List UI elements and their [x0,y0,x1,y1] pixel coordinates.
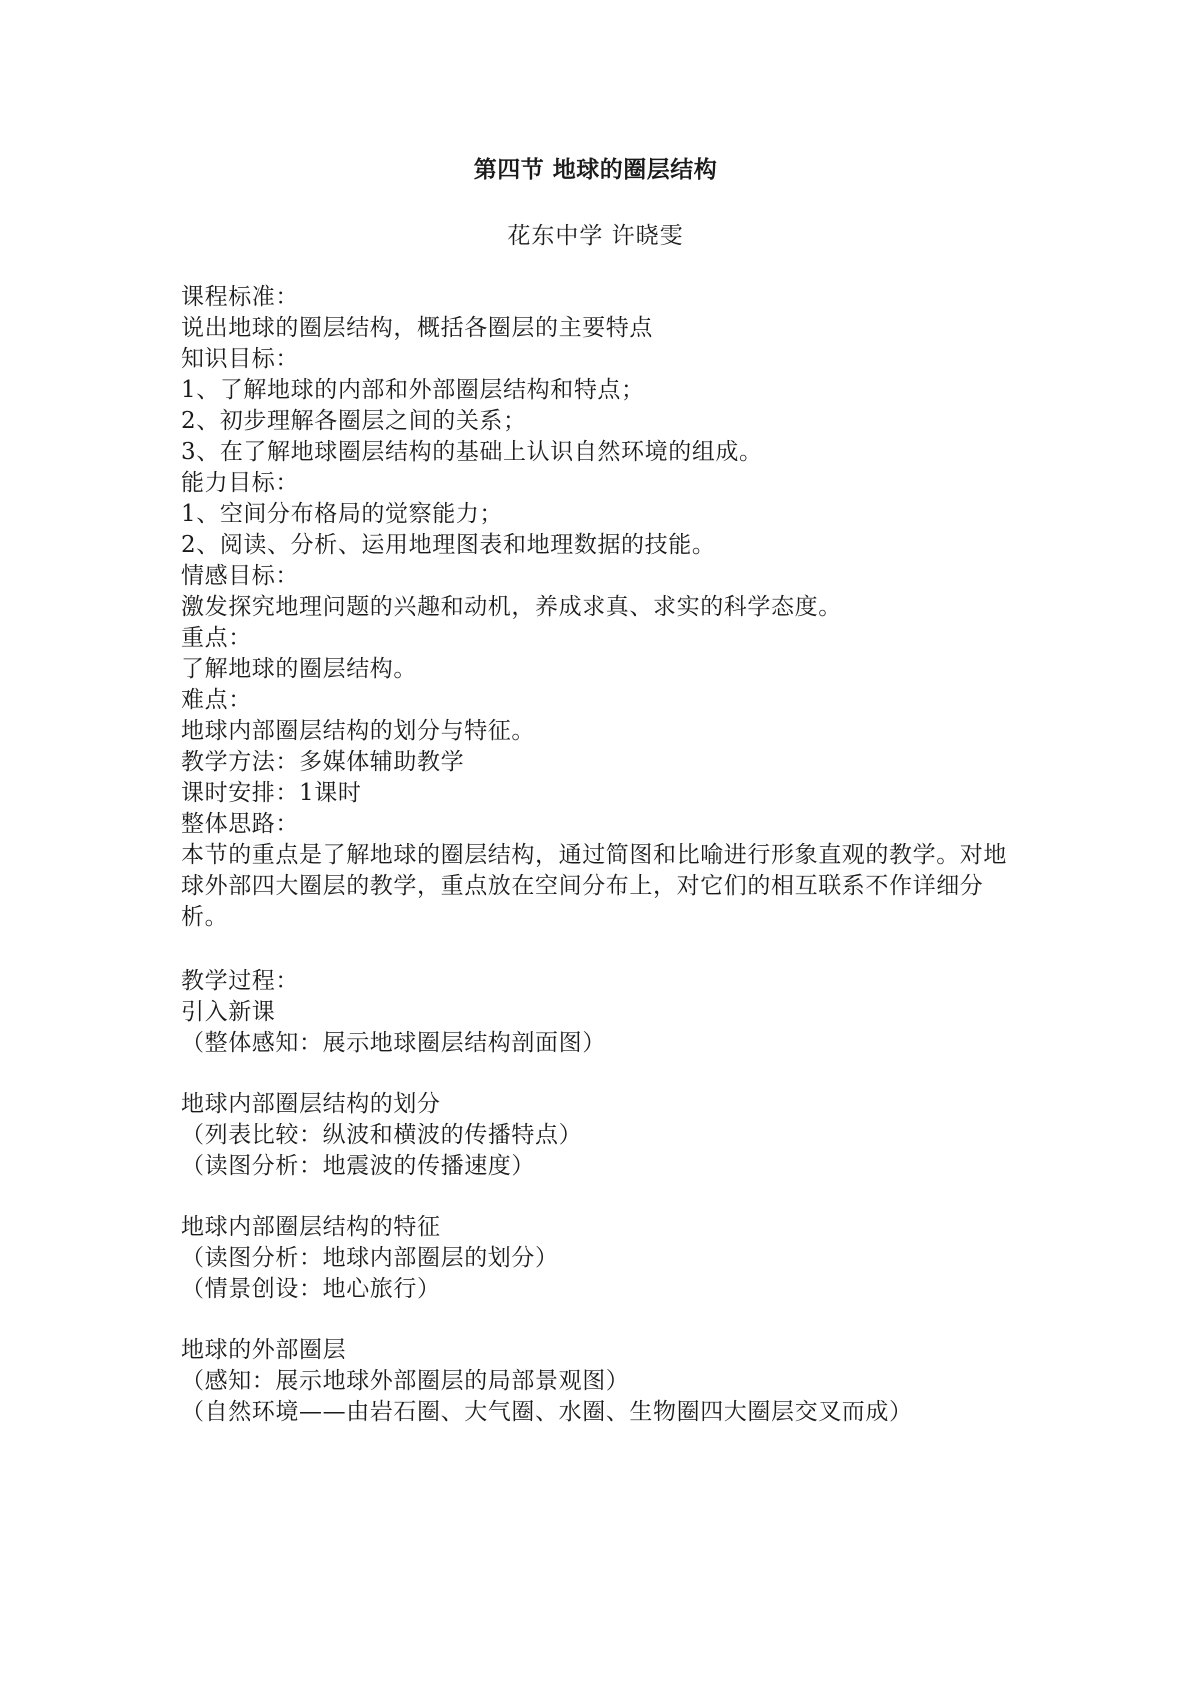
process-block-item: （读图分析：地球内部圈层的划分） [181,1245,559,1271]
process-block-title: 引入新课 [181,999,276,1025]
overall-approach-line: 析。 [181,904,229,930]
process-block-item: （自然环境——由岩石圈、大气圈、水圈、生物圈四大圈层交叉而成） [181,1399,913,1425]
overall-approach-line: 球外部四大圈层的教学，重点放在空间分布上，对它们的相互联系不作详细分 [181,873,984,899]
knowledge-goals-heading: 知识目标： [181,346,299,372]
process-block-item: （感知：展示地球外部圈层的局部景观图） [181,1368,630,1394]
knowledge-goal-item: 1、了解地球的内部和外部圈层结构和特点； [181,377,645,403]
knowledge-goal-item: 2、初步理解各圈层之间的关系； [181,408,527,434]
process-block-item: （整体感知：展示地球圈层结构剖面图） [181,1030,606,1056]
ability-goal-item: 2、阅读、分析、运用地理图表和地理数据的技能。 [181,532,716,558]
difficulty-text: 地球内部圈层结构的划分与特征。 [181,718,535,744]
process-block-item: （列表比较：纵波和横波的传播特点） [181,1122,583,1148]
process-block-title: 地球内部圈层结构的划分 [181,1091,441,1117]
process-block-item: （读图分析：地震波的传播速度） [181,1153,535,1179]
key-point-heading: 重点： [181,625,252,651]
overall-approach-line: 本节的重点是了解地球的圈层结构，通过简图和比喻进行形象直观的教学。对地 [181,842,1007,868]
author-line: 花东中学 许晓雯 [507,223,684,249]
process-block-title: 地球的外部圈层 [181,1337,347,1363]
key-point-text: 了解地球的圈层结构。 [181,656,417,682]
difficulty-heading: 难点： [181,687,252,713]
ability-goals-heading: 能力目标： [181,470,299,496]
course-standard-heading: 课程标准： [181,284,299,310]
emotion-goals-heading: 情感目标： [181,563,299,589]
process-block-title: 地球内部圈层结构的特征 [181,1214,441,1240]
emotion-goals-text: 激发探究地理问题的兴趣和动机，养成求真、求实的科学态度。 [181,594,842,620]
page-title: 第四节 地球的圈层结构 [473,157,718,183]
class-schedule: 课时安排：1课时 [181,780,362,806]
course-standard-text: 说出地球的圈层结构，概括各圈层的主要特点 [181,315,653,341]
process-block-item: （情景创设：地心旅行） [181,1276,441,1302]
teaching-process-heading: 教学过程： [181,968,299,994]
knowledge-goal-item: 3、在了解地球圈层结构的基础上认识自然环境的组成。 [181,439,763,465]
overall-approach-heading: 整体思路： [181,811,299,837]
teaching-method: 教学方法：多媒体辅助教学 [181,749,465,775]
ability-goal-item: 1、空间分布格局的觉察能力； [181,501,504,527]
